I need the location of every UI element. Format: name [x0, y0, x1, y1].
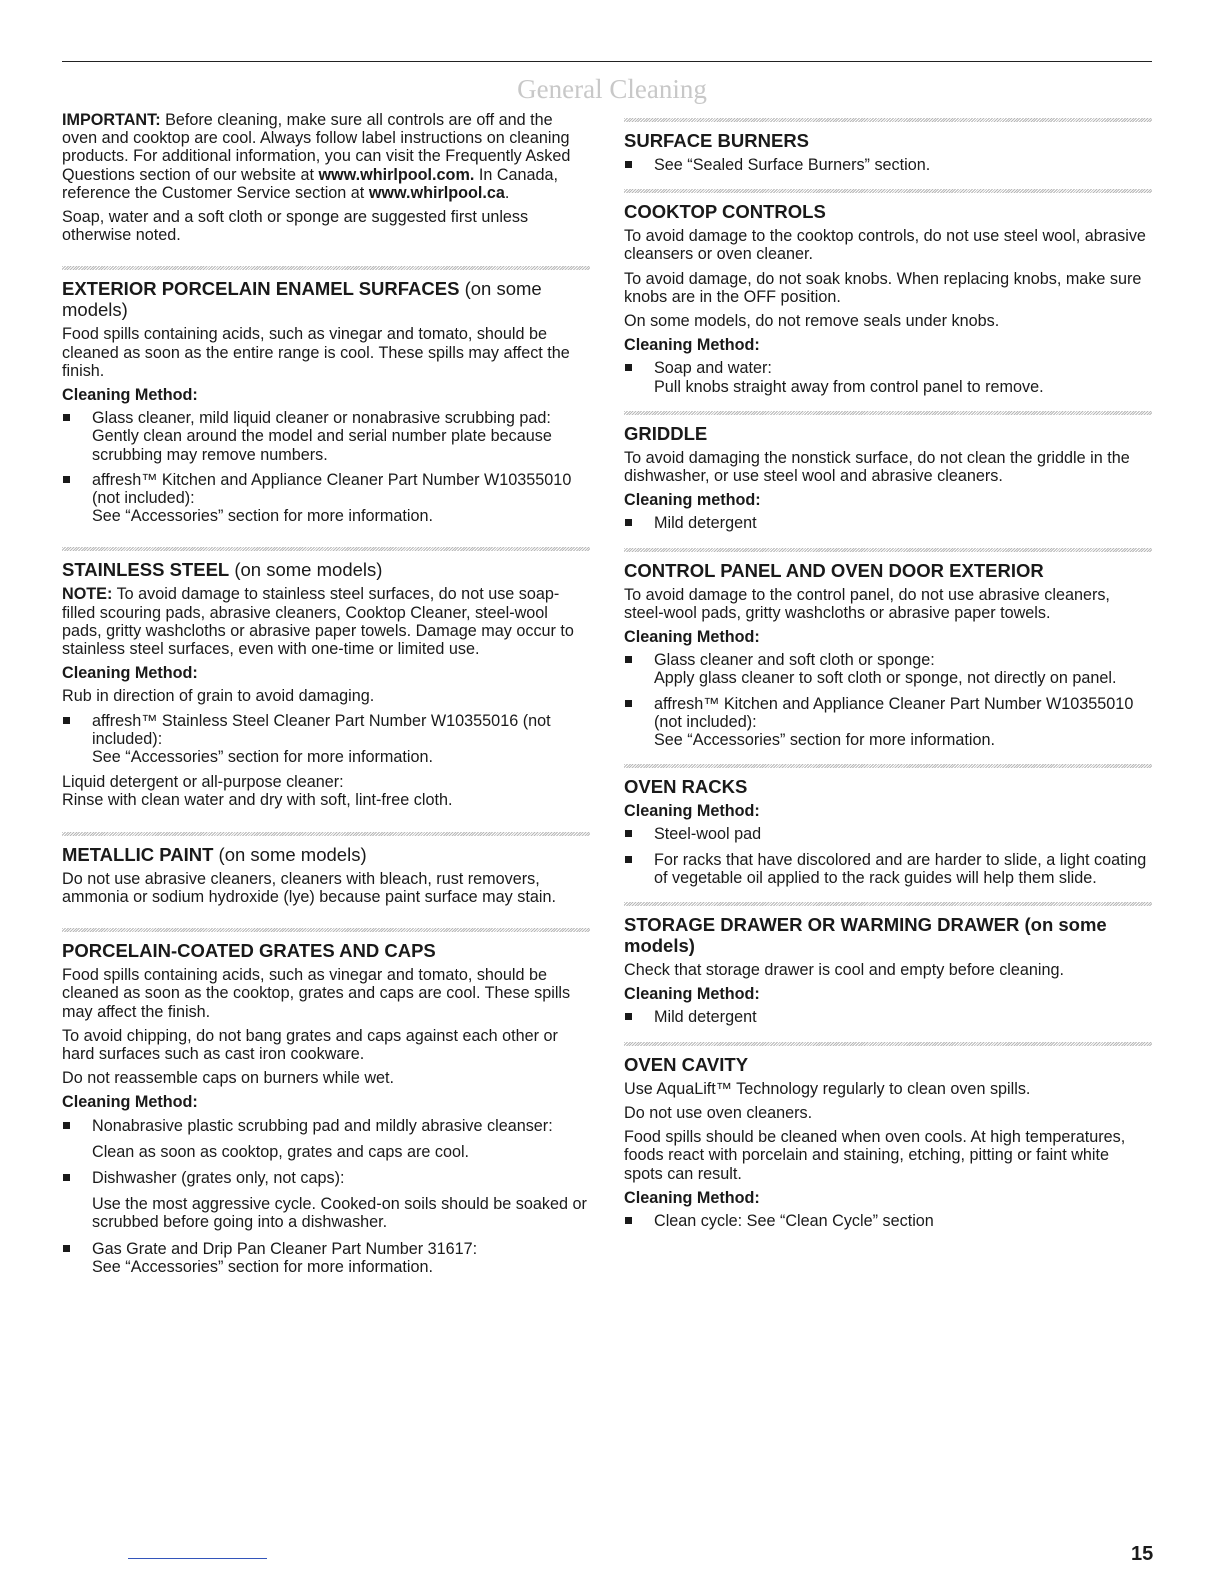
method-list: [62, 1117, 590, 1135]
left-column: [62, 111, 590, 1283]
bullet-icon: [63, 1245, 70, 1252]
heading-qualifier: (on some models): [62, 278, 542, 321]
cleaning-method-label: Cleaning method:: [624, 491, 761, 510]
cleaning-method-label: Cleaning Method:: [624, 802, 760, 821]
note-label: NOTE:: [62, 585, 113, 604]
item-line: affresh™ Kitchen and Appliance Cleaner Part Number W10355010 (not included):: [654, 694, 1134, 731]
bullet-icon: [63, 1174, 70, 1181]
list-item: [624, 651, 1152, 687]
item-line: Glass cleaner and soft cloth or sponge:: [654, 651, 935, 670]
method-list: [624, 825, 1152, 887]
list-item: [62, 471, 590, 526]
section-body: To avoid damage to the cooktop controls, do not use steel wool, abrasive cleansers or oven cleaner.: [624, 227, 1146, 264]
item-detail: See “Accessories” section for more information.: [92, 748, 433, 767]
section-porcelain-grates: [62, 940, 590, 1276]
list-item: [62, 1117, 590, 1135]
bullet-icon: [63, 414, 70, 421]
soap-note: Soap, water and a soft cloth or sponge are suggested first unless otherwise noted.: [62, 208, 529, 245]
section-divider: [62, 547, 590, 551]
section-divider: [624, 1042, 1152, 1046]
item-line: Gas Grate and Drip Pan Cleaner Part Number 31617:: [92, 1239, 478, 1258]
section-divider: [62, 832, 590, 836]
section-divider: [624, 411, 1152, 415]
item-detail: Use the most aggressive cycle. Cooked-on soils should be soaked or scrubbed before going into a dishwasher.: [92, 1195, 587, 1232]
method-list: [62, 1240, 590, 1276]
note-paragraph: [62, 585, 590, 658]
item-detail: Apply glass cleaner to soft cloth or sponge, not directly on panel.: [654, 669, 1117, 688]
bullet-icon: [625, 161, 632, 168]
method-list: [624, 651, 1152, 749]
cleaning-method-label: Cleaning Method:: [624, 1188, 760, 1207]
important-paragraph: [62, 111, 590, 202]
method-list: [624, 1008, 1152, 1026]
item-line: affresh™ Stainless Steel Cleaner Part Number W10355016 (not included):: [92, 711, 551, 748]
item-line: affresh™ Kitchen and Appliance Cleaner Part Number W10355010 (not included):: [92, 470, 572, 508]
method-list: [624, 156, 1152, 174]
section-heading: [62, 559, 590, 580]
section-heading: OVEN RACKS: [624, 776, 748, 798]
section-heading: GRIDDLE: [624, 422, 708, 444]
section-body: Use AquaLift™ Technology regularly to clean oven spills.: [624, 1079, 1031, 1098]
method-list: [624, 514, 1152, 532]
bullet-icon: [625, 1013, 632, 1020]
right-column: [624, 118, 1152, 1237]
section-oven-cavity: [624, 1054, 1152, 1230]
item-detail: See “Accessories” section for more information.: [92, 1257, 433, 1276]
note-text: To avoid damage to stainless steel surfaces, do not use soap-filled scouring pads, abrasive cleaners, Cooktop Cleaner, steel-wool pads, gritty washcloths or abrasive paper towels. Damage may occur to stainless steel surfaces, even with one-time or limited use.: [62, 585, 574, 659]
cleaning-method-label: Cleaning Method:: [624, 628, 760, 647]
section-body: To avoid damage, do not soak knobs. When replacing knobs, make sure knobs are in the OFF position.: [624, 269, 1142, 306]
section-body: Food spills containing acids, such as vinegar and tomato, should be cleaned as soon as the cooktop, grates and caps are cool. These spills may affect the finish.: [62, 966, 571, 1021]
section-heading: OVEN CAVITY: [624, 1053, 749, 1075]
section-control-panel: [624, 560, 1152, 750]
section-heading: SURFACE BURNERS: [624, 130, 810, 151]
item-line: Nonabrasive plastic scrubbing pad and mildly abrasive cleanser:: [92, 1116, 553, 1135]
list-item: [624, 1008, 1152, 1026]
cleaning-method-label: Cleaning Method:: [624, 336, 760, 355]
section-body: To avoid chipping, do not bang grates and caps against each other or hard surfaces such as cast iron cookware.: [62, 1026, 558, 1063]
list-item: [624, 695, 1152, 750]
section-body: Do not reassemble caps on burners while wet.: [62, 1069, 395, 1088]
section-cooktop-controls: [624, 201, 1152, 396]
section-divider: [624, 189, 1152, 193]
section-heading: STORAGE DRAWER OR WARMING DRAWER (on some models): [624, 914, 1107, 957]
bullet-icon: [625, 364, 632, 371]
section-oven-racks: [624, 776, 1152, 887]
list-item: [624, 825, 1152, 843]
section-body: Do not use oven cleaners.: [624, 1103, 813, 1122]
bullet-icon: [625, 856, 632, 863]
page-number: 15: [1131, 1543, 1154, 1565]
section-griddle: [624, 423, 1152, 533]
method-list: [624, 359, 1152, 395]
list-item: [624, 156, 1152, 174]
method-list: [62, 409, 590, 525]
section-divider: [624, 764, 1152, 768]
cleaning-method-label: Cleaning Method:: [62, 1093, 198, 1112]
important-label: IMPORTANT:: [62, 111, 161, 129]
bullet-icon: [625, 656, 632, 663]
section-heading: PORCELAIN-COATED GRATES AND CAPS: [62, 940, 436, 962]
section-heading: [62, 844, 590, 865]
heading-qualifier: (on some models): [229, 559, 383, 581]
bullet-icon: [63, 1122, 70, 1129]
website-ca-link[interactable]: www.whirlpool.ca: [368, 183, 505, 202]
section-divider: [62, 928, 590, 932]
list-item: [624, 514, 1152, 532]
section-heading: CONTROL PANEL AND OVEN DOOR EXTERIOR: [624, 559, 1044, 581]
item-line: See “Sealed Surface Burners” section.: [654, 156, 931, 174]
section-body: Food spills containing acids, such as vinegar and tomato, should be cleaned as soon as the entire range is cool. These spills may affect the finish.: [62, 325, 570, 380]
section-divider: [624, 548, 1152, 552]
item-detail: See “Accessories” section for more information.: [654, 731, 995, 750]
list-item: [624, 359, 1152, 395]
liquid-detergent-paragraph: [62, 773, 590, 809]
section-body: On some models, do not remove seals under knobs.: [624, 312, 1000, 331]
item-detail: See “Accessories” section for more information.: [92, 507, 433, 526]
heading-text: STAINLESS STEEL: [62, 559, 230, 581]
list-item: [62, 712, 590, 767]
cleaning-method-label: Cleaning Method:: [62, 664, 198, 683]
section-storage-drawer: [624, 914, 1152, 1027]
bullet-icon: [625, 519, 632, 526]
rub-text: Rub in direction of grain to avoid damaging.: [62, 687, 375, 706]
section-body: To avoid damage to the control panel, do not use abrasive cleaners, steel-wool pads, gritty washcloths or abrasive paper towels.: [624, 585, 1110, 622]
item-line: Clean cycle: See “Clean Cycle” section: [654, 1211, 934, 1230]
bullet-icon: [63, 717, 70, 724]
list-item: [62, 1240, 590, 1276]
heading-text: METALLIC PAINT: [62, 843, 214, 865]
bullet-icon: [625, 700, 632, 707]
section-exterior-porcelain: [62, 278, 590, 525]
section-heading: COOKTOP CONTROLS: [624, 201, 826, 223]
section-body: Check that storage drawer is cool and empty before cleaning.: [624, 961, 1065, 980]
method-list: [624, 1212, 1152, 1230]
footer-rule: [128, 1558, 267, 1559]
list-item: [624, 1212, 1152, 1230]
method-list: [62, 712, 590, 767]
bullet-icon: [63, 476, 70, 483]
important-text-1: Before cleaning, make sure all controls are off and the oven and cooktop are cool. Always follow label instructions on cleaning products. For additional information, you can visit the Frequently Asked Questions section of our website at: [62, 111, 571, 184]
liquid-line: Liquid detergent or all-purpose cleaner:: [62, 773, 344, 792]
item-line: Mild detergent: [654, 514, 757, 533]
section-heading: [62, 278, 590, 320]
list-item: [624, 851, 1152, 887]
item-detail: Gently clean around the model and serial number plate because scrubbing may remove numbers.: [92, 427, 552, 464]
item-detail: Clean as soon as cooktop, grates and caps are cool.: [92, 1142, 470, 1161]
section-divider: [62, 266, 590, 270]
important-text-2: In Canada, reference the Customer Service section at: [62, 165, 559, 202]
item-line: Steel-wool pad: [654, 825, 762, 844]
liquid-detail: Rinse with clean water and dry with soft, lint-free cloth.: [62, 791, 453, 810]
item-detail: Pull knobs straight away from control panel to remove.: [654, 377, 1044, 396]
item-line: Glass cleaner, mild liquid cleaner or nonabrasive scrubbing pad:: [92, 409, 551, 428]
item-line: Soap and water:: [654, 359, 772, 378]
section-divider: [624, 118, 1152, 122]
item-line: For racks that have discolored and are harder to slide, a light coating of vegetable oil applied to the rack guides will help them slide.: [654, 850, 1147, 887]
section-body: Do not use abrasive cleaners, cleaners with bleach, rust removers, ammonia or sodium hydroxide (lye) because paint surface may stain.: [62, 869, 556, 906]
item-line: Mild detergent: [654, 1008, 757, 1027]
section-body: Food spills should be cleaned when oven cools. At high temperatures, foods react with porcelain and staining, etching, pitting or faint white spots can result.: [624, 1128, 1126, 1183]
important-text-3: .: [504, 183, 510, 202]
heading-text: EXTERIOR PORCELAIN ENAMEL SURFACES: [62, 278, 460, 300]
heading-qualifier: (on some models): [213, 843, 367, 865]
section-body: To avoid damaging the nonstick surface, do not clean the griddle in the dishwasher, or use steel wool and abrasive cleaners.: [624, 448, 1130, 486]
cleaning-method-label: Cleaning Method:: [624, 985, 760, 1004]
section-stainless-steel: [62, 559, 590, 809]
list-item: [62, 1169, 590, 1187]
bullet-icon: [625, 830, 632, 837]
list-item: [62, 409, 590, 464]
page-title: General Cleaning: [517, 74, 707, 104]
section-divider: [624, 902, 1152, 906]
top-rule: [62, 61, 1152, 62]
method-list: [62, 1169, 590, 1187]
cleaning-method-label: Cleaning Method:: [62, 386, 198, 405]
website-us-link[interactable]: www.whirlpool.com.: [318, 165, 475, 184]
bullet-icon: [625, 1217, 632, 1224]
section-metallic-paint: [62, 844, 590, 906]
item-line: Dishwasher (grates only, not caps):: [92, 1168, 345, 1187]
section-surface-burners: [624, 130, 1152, 174]
